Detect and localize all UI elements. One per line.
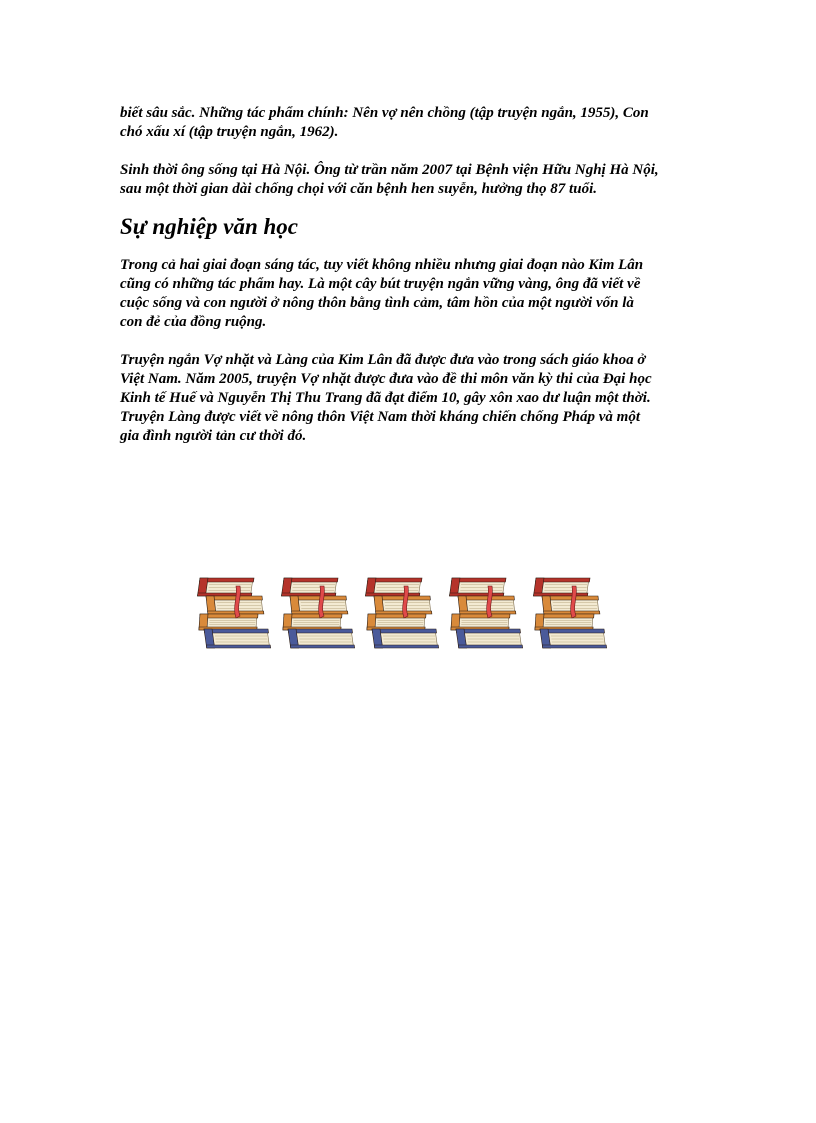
paragraph-works: biết sâu sắc. Những tác phẩm chính: Nên vợ nên chồng (tập truyện ngắn, 1955), Con chó xấu xí (tập truyện ngắn, 1962). (120, 105, 649, 140)
paragraph-career: Trong cả hai giai đoạn sáng tác, tuy viết không nhiều nhưng giai đoạn nào Kim Lân cũng có những tác phẩm hay. Là một cây bút truyện ngắn vững vàng, ông đã viết về cuộc sống và con người ở nông thôn bằng tình cảm, tâm hồn của một người vốn là con đẻ của đồng ruộng. (120, 257, 644, 330)
book-stack-icon (532, 574, 610, 652)
document-body (120, 104, 700, 446)
paragraph-life: Sinh thời ông sống tại Hà Nội. Ông từ trần năm 2007 tại Bệnh viện Hữu Nghị Hà Nội, sau một thời gian dài chống chọi với căn bệnh hen suyễn, hưởng thọ 87 tuổi. (120, 162, 659, 197)
book-stack-icon (280, 574, 358, 652)
book-stack-divider (196, 574, 610, 654)
paragraph-textbooks: Truyện ngắn Vợ nhặt và Làng của Kim Lân đã được đưa vào trong sách giáo khoa ở Việt Nam. Năm 2005, truyện Vợ nhặt được đưa vào đề thi môn văn kỳ thi của Đại học Kinh tế Huế và Nguyễn Thị Thu Trang đã đạt điểm 10, gây xôn xao dư luận một thời. Truyện Làng được viết về nông thôn Việt Nam thời kháng chiến chống Pháp và một gia đình người tản cư thời đó. (120, 352, 652, 444)
book-stack-icon (364, 574, 442, 652)
book-stack-icon (448, 574, 526, 652)
book-stack-icon (196, 574, 274, 652)
section-heading-literary-career: Sự nghiệp văn học (120, 214, 299, 239)
